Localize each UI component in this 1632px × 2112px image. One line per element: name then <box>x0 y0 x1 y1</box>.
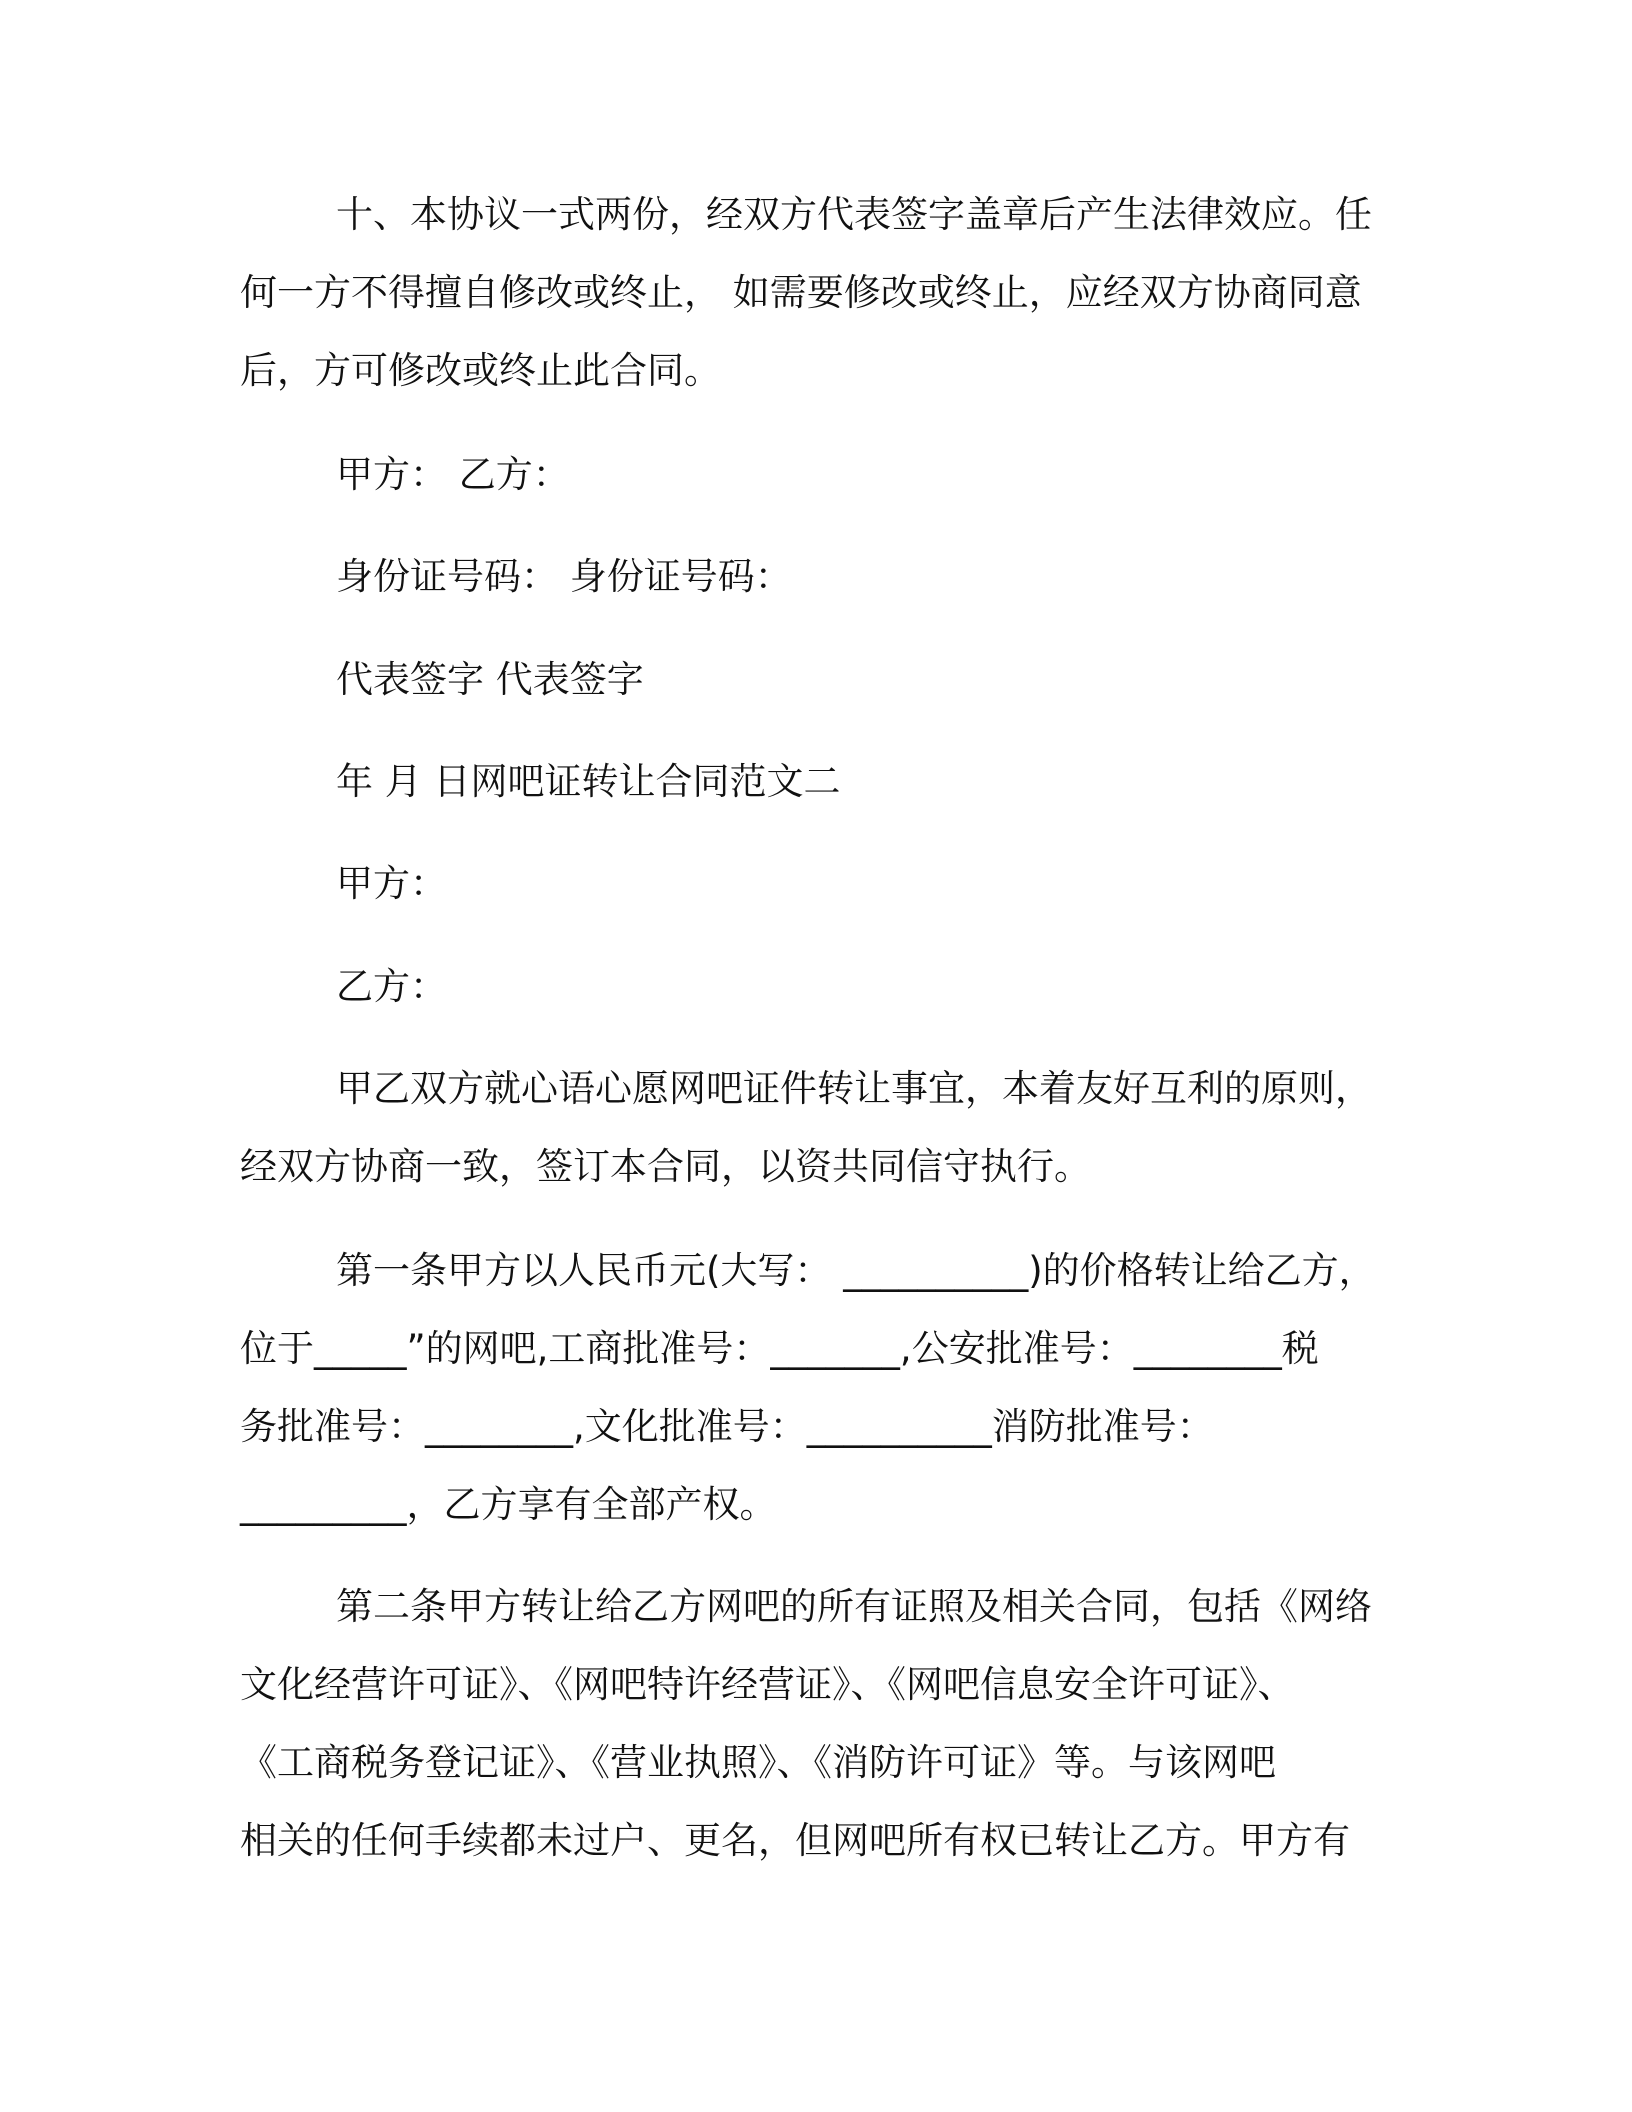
text-line: 何一方不得擅自修改或终止， 如需要修改或终止，应经双方协商同意 <box>240 271 1362 314</box>
party-a-line <box>240 845 1400 923</box>
signature-line <box>240 641 1400 719</box>
text-line: 甲方： 乙方： <box>336 453 570 496</box>
text-line: 代表签字 代表签字 <box>336 658 644 701</box>
text-line: 第一条甲方以人民币元(大写： __________)的价格转让给乙方， <box>336 1249 1376 1292</box>
party-line <box>240 436 1400 514</box>
text-line: 《工商税务登记证》、《营业执照》、《消防许可证》等。与该网吧 <box>240 1741 1276 1784</box>
text-line: 文化经营许可证》、《网吧特许经营证》、《网吧信息安全许可证》、 <box>240 1663 1295 1706</box>
paragraph-preamble <box>240 1050 1400 1206</box>
text-line: 相关的任何手续都未过户、更名，但网吧所有权已转让乙方。甲方有 <box>240 1819 1350 1862</box>
text-line: 后，方可修改或终止此合同。 <box>240 349 721 392</box>
text-line: 位于_____”的网吧,工商批准号：_______,公安批准号：________税 <box>240 1327 1319 1370</box>
text-line: 身份证号码： 身份证号码： <box>336 555 792 598</box>
text-line: 甲乙双方就心语心愿网吧证件转让事宜，本着友好互利的原则， <box>336 1067 1372 1110</box>
party-b-line <box>240 948 1400 1026</box>
paragraph-article-two <box>240 1568 1400 1880</box>
text-line: 乙方： <box>336 965 447 1008</box>
text-line: 十、本协议一式两份，经双方代表签字盖章后产生法律效应。任 <box>336 193 1372 236</box>
date-and-title-line <box>240 743 1400 821</box>
text-line: 甲方： <box>336 862 447 905</box>
text-line: 第二条甲方转让给乙方网吧的所有证照及相关合同，包括《网络 <box>336 1585 1372 1628</box>
paragraph-clause-ten <box>240 176 1400 410</box>
text-line: 务批准号：________,文化批准号：__________消防批准号： <box>240 1405 1214 1448</box>
text-line: 年 月 日网吧证转让合同范文二 <box>336 760 841 803</box>
paragraph-article-one <box>240 1232 1400 1544</box>
text-line: 经双方协商一致，签订本合同，以资共同信守执行。 <box>240 1145 1091 1188</box>
text-line: _________，乙方享有全部产权。 <box>240 1483 777 1526</box>
id-number-line <box>240 538 1400 616</box>
